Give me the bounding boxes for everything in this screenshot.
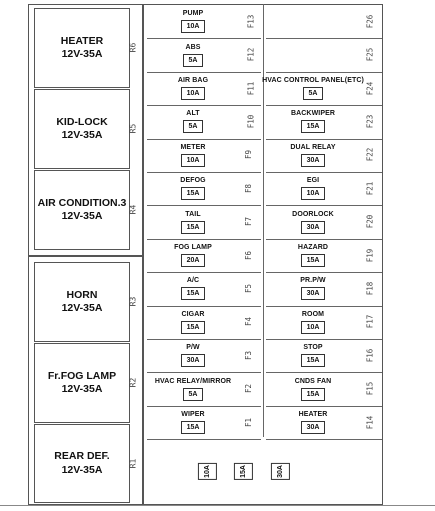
relay-box <box>34 424 130 503</box>
fuse-name: EGI <box>306 177 320 185</box>
fuse-id-label: F13 <box>246 14 256 28</box>
relay-rating: 12V-35A <box>61 383 103 395</box>
fuse-name: ROOM <box>301 310 325 318</box>
fuse-amp: 15A <box>301 388 326 401</box>
fuse-name: AIR BAG <box>177 76 209 84</box>
relay-id-label: R6 <box>128 42 138 53</box>
fuse-slot <box>266 38 360 71</box>
fuse-name: HEATER <box>298 410 328 418</box>
fuse-name: CNDS FAN <box>294 377 332 385</box>
fuse-id-label: F22 <box>365 148 375 162</box>
fuse-slot <box>147 38 239 71</box>
fuse-amp: 15A <box>301 354 326 367</box>
relay-name: KID-LOCK <box>56 115 108 128</box>
fuse-slot <box>266 205 360 238</box>
fuse-slot <box>147 105 239 138</box>
fuse-id-label: F24 <box>365 81 375 95</box>
relay-id-label: R3 <box>128 296 138 307</box>
fuse-id-label: F26 <box>365 14 375 28</box>
fuse-slot <box>147 406 239 439</box>
fuse-slot <box>266 372 360 405</box>
fuse-name: DEFOG <box>180 177 206 185</box>
page-bottom-rule <box>0 505 435 506</box>
fuse-amp: 15A <box>181 287 206 300</box>
relay-box <box>34 343 130 423</box>
fuse-id-label: F6 <box>244 250 254 260</box>
fuse-amp: 15A <box>181 321 206 334</box>
fuse-id-label: F2 <box>244 384 254 394</box>
fuse-amp: 5A <box>303 87 324 100</box>
fuse-id-label: F8 <box>244 183 254 193</box>
relay-rating: 12V-35A <box>61 129 103 141</box>
fuse-slot <box>262 72 364 105</box>
fuse-amp: 15A <box>181 187 206 200</box>
fuse-name: CIGAR <box>181 310 205 318</box>
fuse-amp: 5A <box>183 120 204 133</box>
fuse-id-label: F1 <box>244 417 254 427</box>
fuse-slot <box>147 172 239 205</box>
fuse-slot <box>147 306 239 339</box>
relay-rating: 12V-35A <box>61 48 103 60</box>
fuse-name: ALT <box>186 110 200 118</box>
fuse-name: STOP <box>303 344 323 352</box>
fuse-id-label: F14 <box>365 415 375 429</box>
fuse-amp: 15A <box>181 221 206 234</box>
fuse-slot <box>147 5 239 38</box>
fuse-id-label: F17 <box>365 315 375 329</box>
fuse-slot <box>266 239 360 272</box>
fuse-row-separator <box>147 439 261 440</box>
fuse-amp: 10A <box>301 321 326 334</box>
relay-id-label: R2 <box>128 377 138 388</box>
fuse-id-label: F20 <box>365 214 375 229</box>
fuse-amp: 10A <box>301 187 326 200</box>
fuse-slot <box>266 139 360 172</box>
fuse-name: DOORLOCK <box>292 210 334 218</box>
fuse-id-label: F11 <box>246 81 256 95</box>
fuse-slot <box>266 105 360 138</box>
fuse-name: HVAC CONTROL PANEL(ETC) <box>262 76 364 84</box>
fuse-id-label: F19 <box>365 248 375 262</box>
fuse-name: DUAL RELAY <box>290 143 336 151</box>
fuse-name: ABS <box>185 43 201 51</box>
fuse-amp: 10A <box>181 87 206 100</box>
fuse-amp: 30A <box>301 421 326 434</box>
fuse-amp: 10A <box>181 20 206 33</box>
fuse-slot <box>147 139 239 172</box>
spare-fuse: 10A <box>198 463 217 480</box>
fuse-amp: 5A <box>183 54 204 67</box>
fuse-name: A/C <box>186 277 200 285</box>
relay-rating: 12V-35A <box>61 463 103 476</box>
relay-box <box>34 8 130 88</box>
fuse-row-separator <box>266 439 382 440</box>
relay-id-label: R5 <box>128 123 138 134</box>
fuse-slot <box>147 72 239 105</box>
fuse-id-label: F15 <box>365 381 375 396</box>
relay-name: AIR CONDITION.3 <box>37 196 127 209</box>
fuse-name: FOG LAMP <box>174 243 212 251</box>
fuse-amp: 30A <box>301 221 326 234</box>
fuse-name: PUMP <box>182 10 204 18</box>
fuse-name: WIPER <box>181 410 205 418</box>
relay-name: Fr.FOG LAMP <box>47 369 117 382</box>
fuse-amp: 10A <box>181 154 206 167</box>
fuse-amp: 5A <box>183 388 204 401</box>
fuse-id-label: F9 <box>244 150 254 160</box>
fuse-name: HVAC RELAY/MIRROR <box>154 377 232 385</box>
fuse-slot <box>266 272 360 305</box>
relay-name: HORN <box>66 288 98 301</box>
fuse-amp: 20A <box>181 254 206 267</box>
fuse-id-label: F5 <box>244 283 254 293</box>
fuse-slot <box>266 306 360 339</box>
relay-id-label: R4 <box>128 204 138 215</box>
relay-name: HEATER <box>60 34 104 47</box>
fuse-amp: 30A <box>301 154 326 167</box>
relay-box <box>34 262 130 342</box>
fuse-column-divider <box>263 4 264 437</box>
fuse-slot <box>147 339 239 372</box>
fuse-slot <box>147 272 239 305</box>
fuse-name: TAIL <box>185 210 201 218</box>
fuse-slot <box>266 5 360 38</box>
fuse-id-label: F21 <box>365 181 375 195</box>
relay-box <box>34 170 130 250</box>
fuse-id-label: F25 <box>365 47 375 62</box>
spare-fuse: 15A <box>234 463 253 480</box>
fuse-amp: 30A <box>181 354 206 367</box>
fuse-name: HAZARD <box>297 243 329 251</box>
fuse-amp: 15A <box>301 254 326 267</box>
relay-rating: 12V-35A <box>61 210 103 222</box>
fuse-name: P/W <box>186 344 200 352</box>
fuse-id-label: F16 <box>365 348 375 362</box>
fuse-id-label: F12 <box>246 47 256 62</box>
fuse-amp: 15A <box>181 421 206 434</box>
fuse-id-label: F3 <box>244 350 254 360</box>
fuse-id-label: F4 <box>244 317 254 327</box>
fuse-name: METER <box>180 143 206 151</box>
fuse-id-label: F10 <box>246 114 256 129</box>
fuse-slot <box>266 406 360 439</box>
fuse-slot <box>147 205 239 238</box>
fuse-slot <box>147 372 239 405</box>
fuse-name: BACKWIPER <box>290 110 336 118</box>
fuse-slot <box>147 239 239 272</box>
fuse-slot <box>266 172 360 205</box>
fuse-id-label: F18 <box>365 281 375 296</box>
relay-rating: 12V-35A <box>61 302 103 314</box>
fuse-id-label: F7 <box>244 217 254 227</box>
spare-fuse: 30A <box>271 463 290 480</box>
relay-name: REAR DEF. <box>54 450 110 463</box>
relay-box <box>34 89 130 169</box>
fuse-id-label: F23 <box>365 114 375 129</box>
fuse-name: PR.P/W <box>300 277 326 285</box>
fuse-slot <box>266 339 360 372</box>
relay-id-label: R1 <box>128 458 138 468</box>
fuse-amp: 15A <box>301 120 326 133</box>
fuse-amp: 30A <box>301 287 326 300</box>
